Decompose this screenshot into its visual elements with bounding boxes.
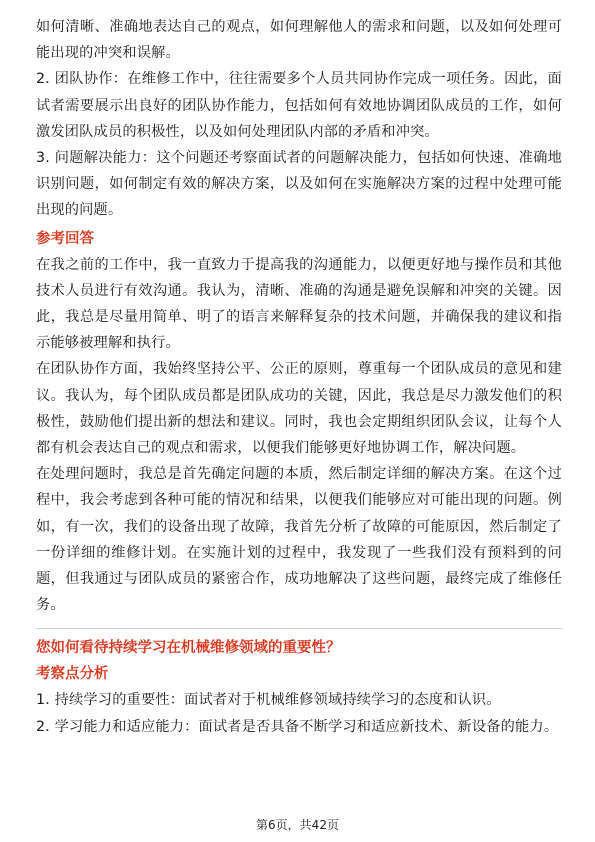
analysis-heading: 考察点分析 [36,666,109,683]
question-heading: 您如何看待持续学习在机械维修领域的重要性？ [36,640,341,657]
analysis-item-learning-ability: 2. 学习能力和适应能力：面试者是否具备不断学习和适应新技术、新设备的能力。 [36,718,559,735]
paragraph-intro-continuation: 如何清晰、准确地表达自己的观点，如何理解他人的需求和问题，以及如何处理可能出现的冲突和误解。 [36,19,562,62]
page-number-footer: 第6页，共42页 [256,818,339,832]
answer-paragraph-communication: 在我之前的工作中，我一直致力于提高我的沟通能力，以便更好地与操作员和其他技术人员进行有效沟通。我认为，清晰、准确的沟通是避免误解和冲突的关键。因此，我总是尽量用简单、明了的语言来解释复杂的技术问题，并确保我的建议和指示能够被理解和执行。 [36,256,562,352]
reference-answer-heading: 参考回答 [36,230,94,247]
paragraph-problem-solving: 3. 问题解决能力：这个问题还考察面试者的问题解决能力，包括如何快速、准确地识别问题，如何制定有效的解决方案，以及如何在实施解决方案的过程中处理可能出现的问题。 [36,150,562,219]
section-divider [36,628,562,629]
document-page [36,14,562,740]
answer-paragraph-problem-handling: 在处理问题时，我总是首先确定问题的本质，然后制定详细的解决方案。在这个过程中，我会考虑到各种可能的情况和结果，以便我们能够应对可能出现的问题。例如，有一次，我们的设备出现了故障，我首先分析了故障的可能原因，然后制定了一份详细的维修计划。在实施计划的过程中，我发现了一些我们没有预料到的问题，但我通过与团队成员的紧密合作，成功地解决了这些问题，最终完成了维修任务。 [36,466,562,614]
paragraph-team-collaboration: 2. 团队协作：在维修工作中，往往需要多个人员共同协作完成一项任务。因此，面试者需要展示出良好的团队协作能力，包括如何有效地协调团队成员的工作，如何激发团队成员的积极性，以及如何处理团队内部的矛盾和冲突。 [36,71,562,140]
answer-paragraph-teamwork: 在团队协作方面，我始终坚持公平、公正的原则，尊重每一个团队成员的意见和建议。我认为，每个团队成员都是团队成功的关键，因此，我总是尽力激发他们的积极性，鼓励他们提出新的想法和建议。同时，我也会定期组织团队会议，让每个人都有机会表达自己的观点和需求，以便我们能够更好地协调工作，解决问题。 [36,361,562,457]
analysis-item-continuous-learning: 1. 持续学习的重要性：面试者对于机械维修领域持续学习的态度和认识。 [36,692,501,709]
